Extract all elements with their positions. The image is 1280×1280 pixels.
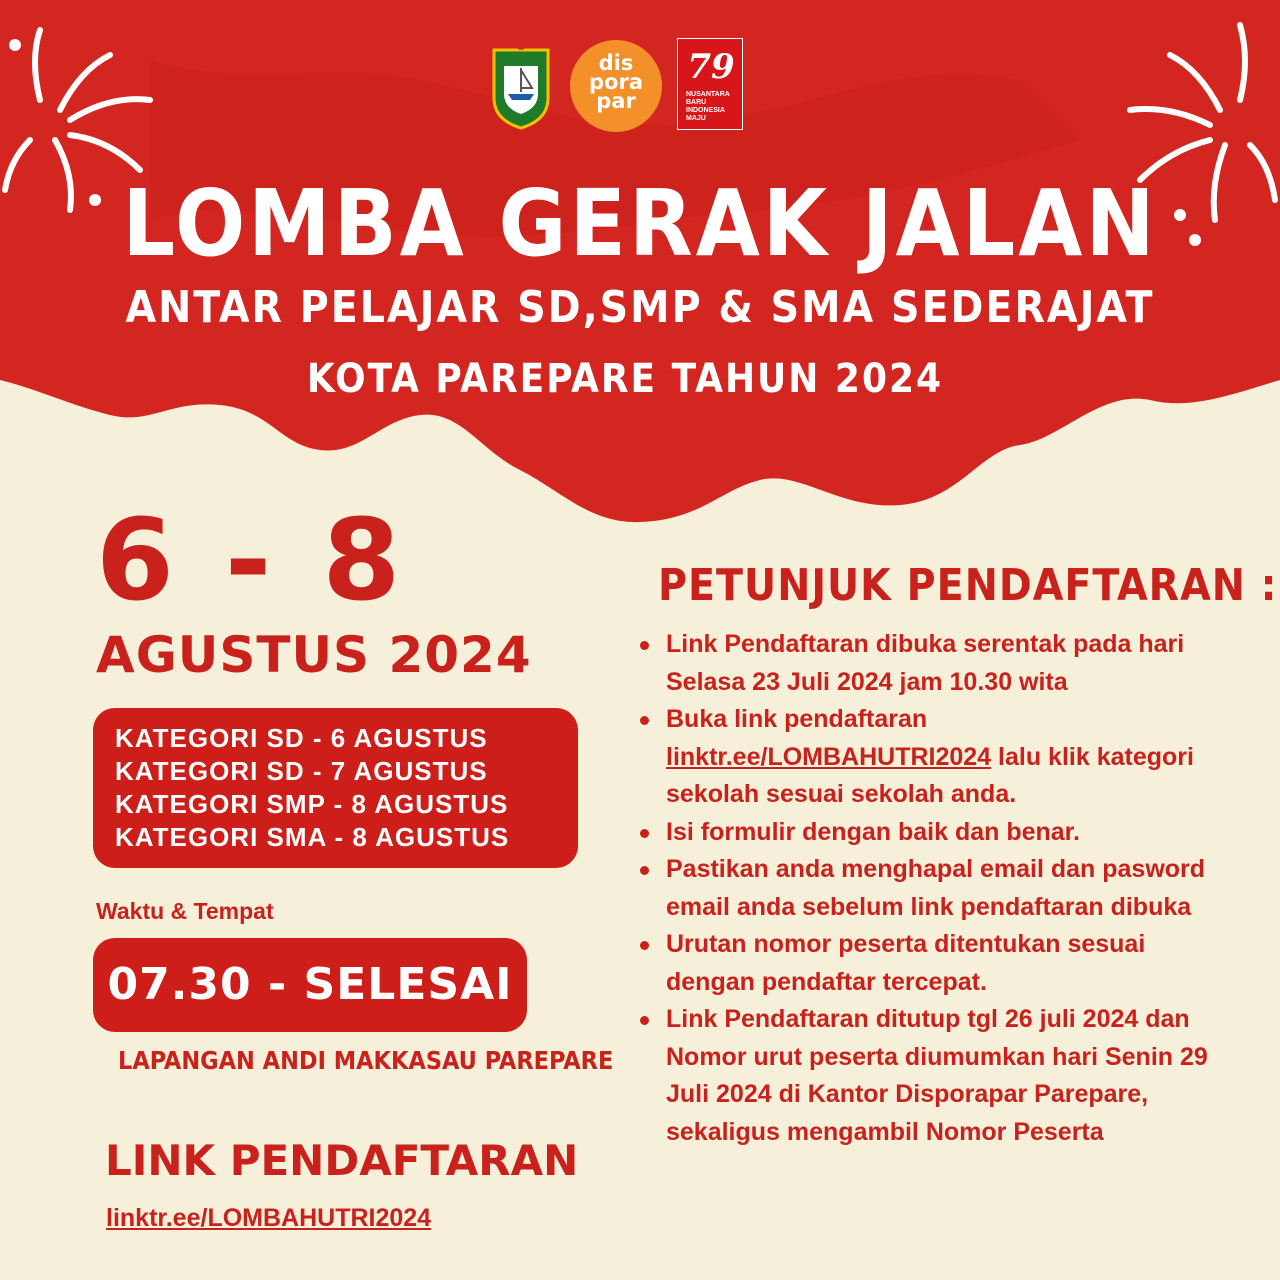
registration-link[interactable]: linktr.ee/LOMBAHUTRI2024 [106,1204,432,1232]
category-row: KATEGORI SMA - 8 AGUSTUS [115,822,510,852]
category-row: KATEGORI SMP - 8 AGUSTUS [115,789,509,819]
instruction-text: Buka link pendaftaran [666,705,928,733]
hut-ri-79-number: 79 [687,47,735,87]
event-subtitle-city-year: KOTA PAREPARE TAHUN 2024 [306,356,944,402]
instruction-registration-link[interactable]: linktr.ee/LOMBAHUTRI2024 [666,742,992,771]
instructions-list [640,626,1240,1151]
event-month-year: AGUSTUS 2024 [96,626,532,684]
hut-ri-79-tagline: NUSANTARA BARU INDONESIA MAJU [686,91,730,122]
instruction-step [640,701,1240,814]
instruction-step: Isi formulir dengan baik dan benar. [640,814,1240,852]
disporapar-logo [570,40,662,132]
disporapar-logo-text: dis pora par [589,51,643,113]
instruction-text: lalu klik kategori sekolah sesuai sekolah anda. [666,742,1194,808]
event-date-range: 6 - 8 [96,496,407,626]
category-row: KATEGORI SD - 6 AGUSTUS [115,723,488,753]
instruction-step: Link Pendaftaran ditutup tgl 26 juli 2024 dan Nomor urut peserta diumumkan hari Senin 29 Juli 2024 di Kantor Disporapar Parepare, sekaligus mengambil Nomor Peserta [640,1001,1240,1151]
event-title: LOMBA GERAK JALAN [122,170,1158,277]
instruction-step: Pastikan anda menghapal email dan pasword email anda sebelum link pendaftaran dibuka [640,851,1240,926]
time-place-label: Waktu & Tempat [96,898,274,924]
instruction-step: Link Pendaftaran dibuka serentak pada hari Selasa 23 Juli 2024 jam 10.30 wita [640,626,1240,701]
instruction-step: Urutan nomor peserta ditentukan sesuai dengan pendaftar tercepat. [640,926,1240,1001]
category-schedule-box [93,708,578,868]
event-time-box: 07.30 - SELESAI [93,938,527,1032]
category-row: KATEGORI SD - 7 AGUSTUS [115,756,488,786]
hut-ri-79-logo [677,38,743,130]
event-venue: LAPANGAN ANDI MAKKASAU PAREPARE [118,1046,614,1075]
registration-link-title: LINK PENDAFTARAN [105,1136,579,1185]
parepare-crest-icon [490,38,552,130]
event-subtitle: ANTAR PELAJAR SD,SMP & SMA SEDERAJAT [125,282,1155,333]
instructions-title: PETUNJUK PENDAFTARAN : [658,560,1278,611]
